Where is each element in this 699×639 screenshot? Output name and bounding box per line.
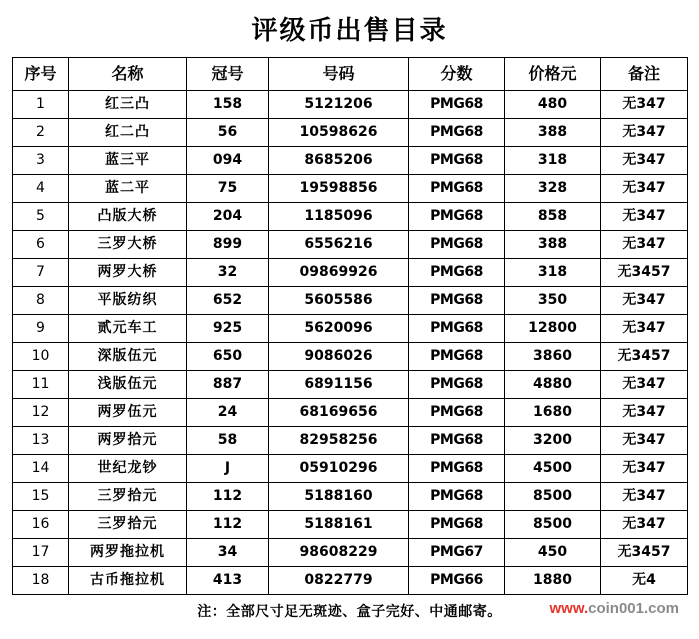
column-header-number: 号码: [269, 58, 409, 91]
column-header-note: 备注: [601, 58, 688, 91]
cell-index: 17: [13, 539, 69, 567]
cell-index: 12: [13, 399, 69, 427]
column-header-index: 序号: [13, 58, 69, 91]
cell-crown: 158: [187, 91, 269, 119]
cell-index: 9: [13, 315, 69, 343]
cell-grade: PMG68: [409, 455, 505, 483]
table-row: [13, 427, 688, 455]
cell-crown: 650: [187, 343, 269, 371]
cell-index: 18: [13, 567, 69, 595]
cell-crown: 204: [187, 203, 269, 231]
cell-note: 无347: [601, 175, 688, 203]
cell-grade: PMG68: [409, 511, 505, 539]
cell-grade: PMG68: [409, 427, 505, 455]
column-header-price: 价格元: [505, 58, 601, 91]
cell-price: 3200: [505, 427, 601, 455]
cell-note: 无347: [601, 315, 688, 343]
cell-grade: PMG68: [409, 91, 505, 119]
table-row: [13, 483, 688, 511]
table-row: [13, 399, 688, 427]
cell-price: 318: [505, 259, 601, 287]
cell-number: 9086026: [269, 343, 409, 371]
cell-grade: PMG68: [409, 119, 505, 147]
cell-price: 388: [505, 231, 601, 259]
cell-name: 红二凸: [69, 119, 187, 147]
cell-number: 82958256: [269, 427, 409, 455]
cell-crown: 112: [187, 483, 269, 511]
cell-name: 两罗伍元: [69, 399, 187, 427]
cell-number: 5188160: [269, 483, 409, 511]
cell-number: 1185096: [269, 203, 409, 231]
page-title: 评级币出售目录: [251, 16, 448, 46]
cell-number: 5121206: [269, 91, 409, 119]
column-header-name: 名称: [69, 58, 187, 91]
cell-price: 318: [505, 147, 601, 175]
cell-number: 6891156: [269, 371, 409, 399]
table-row: [13, 203, 688, 231]
cell-note: 无347: [601, 119, 688, 147]
cell-index: 8: [13, 287, 69, 315]
cell-note: 无347: [601, 399, 688, 427]
cell-name: 世纪龙钞: [69, 455, 187, 483]
cell-index: 11: [13, 371, 69, 399]
cell-price: 8500: [505, 483, 601, 511]
cell-number: 5605586: [269, 287, 409, 315]
cell-note: 无347: [601, 455, 688, 483]
coin-catalog-table: [12, 57, 688, 595]
cell-crown: 413: [187, 567, 269, 595]
cell-index: 7: [13, 259, 69, 287]
cell-note: 无3457: [601, 259, 688, 287]
cell-index: 6: [13, 231, 69, 259]
cell-number: 0822779: [269, 567, 409, 595]
cell-crown: 58: [187, 427, 269, 455]
cell-name: 三罗拾元: [69, 511, 187, 539]
cell-index: 10: [13, 343, 69, 371]
cell-number: 19598856: [269, 175, 409, 203]
cell-price: 1680: [505, 399, 601, 427]
table-row: [13, 511, 688, 539]
table-header: [13, 58, 688, 91]
cell-number: 68169656: [269, 399, 409, 427]
table-row: [13, 175, 688, 203]
cell-grade: PMG68: [409, 483, 505, 511]
footnote: [12, 601, 687, 621]
cell-crown: 32: [187, 259, 269, 287]
table-body: [13, 91, 688, 595]
cell-grade: PMG68: [409, 175, 505, 203]
cell-index: 2: [13, 119, 69, 147]
cell-grade: PMG66: [409, 567, 505, 595]
cell-grade: PMG68: [409, 231, 505, 259]
table-row: [13, 567, 688, 595]
cell-note: 无347: [601, 511, 688, 539]
cell-number: 8685206: [269, 147, 409, 175]
watermark-domain: coin001.com: [588, 600, 679, 617]
column-header-crown: 冠号: [187, 58, 269, 91]
column-header-grade: 分数: [409, 58, 505, 91]
cell-grade: PMG67: [409, 539, 505, 567]
cell-crown: 094: [187, 147, 269, 175]
cell-name: 深版伍元: [69, 343, 187, 371]
table-row: [13, 91, 688, 119]
cell-price: 480: [505, 91, 601, 119]
cell-note: 无347: [601, 91, 688, 119]
cell-name: 两罗大桥: [69, 259, 187, 287]
cell-name: 三罗拾元: [69, 483, 187, 511]
cell-crown: 75: [187, 175, 269, 203]
table-row: [13, 315, 688, 343]
cell-price: 1880: [505, 567, 601, 595]
table-row: [13, 343, 688, 371]
cell-price: 388: [505, 119, 601, 147]
cell-note: 无3457: [601, 343, 688, 371]
cell-price: 12800: [505, 315, 601, 343]
cell-price: 858: [505, 203, 601, 231]
cell-grade: PMG68: [409, 287, 505, 315]
watermark-prefix: www.: [549, 600, 589, 617]
cell-number: 5620096: [269, 315, 409, 343]
cell-price: 4880: [505, 371, 601, 399]
cell-note: 无347: [601, 427, 688, 455]
table-row: [13, 119, 688, 147]
cell-price: 4500: [505, 455, 601, 483]
cell-crown: 887: [187, 371, 269, 399]
cell-crown: J: [187, 455, 269, 483]
cell-number: 09869926: [269, 259, 409, 287]
cell-crown: 24: [187, 399, 269, 427]
cell-number: 5188161: [269, 511, 409, 539]
cell-name: 贰元车工: [69, 315, 187, 343]
cell-index: 13: [13, 427, 69, 455]
table-row: [13, 147, 688, 175]
cell-name: 红三凸: [69, 91, 187, 119]
cell-name: 古币拖拉机: [69, 567, 187, 595]
cell-crown: 56: [187, 119, 269, 147]
cell-name: 两罗拖拉机: [69, 539, 187, 567]
cell-price: 350: [505, 287, 601, 315]
cell-number: 6556216: [269, 231, 409, 259]
cell-note: 无347: [601, 203, 688, 231]
table-row: [13, 259, 688, 287]
cell-note: 无4: [601, 567, 688, 595]
cell-name: 蓝二平: [69, 175, 187, 203]
cell-index: 1: [13, 91, 69, 119]
cell-note: 无347: [601, 483, 688, 511]
cell-name: 两罗拾元: [69, 427, 187, 455]
cell-note: 无347: [601, 371, 688, 399]
table-row: [13, 287, 688, 315]
cell-note: 无347: [601, 287, 688, 315]
cell-grade: PMG68: [409, 259, 505, 287]
cell-price: 3860: [505, 343, 601, 371]
cell-name: 凸版大桥: [69, 203, 187, 231]
footnote-text: 注：全部尺寸足无斑迹、盒子完好、中通邮寄。: [197, 604, 502, 620]
table-row: [13, 455, 688, 483]
cell-grade: PMG68: [409, 203, 505, 231]
cell-name: 蓝三平: [69, 147, 187, 175]
table-row: [13, 539, 688, 567]
cell-grade: PMG68: [409, 315, 505, 343]
cell-grade: PMG68: [409, 147, 505, 175]
cell-grade: PMG68: [409, 399, 505, 427]
cell-name: 三罗大桥: [69, 231, 187, 259]
cell-number: 10598626: [269, 119, 409, 147]
cell-index: 16: [13, 511, 69, 539]
cell-number: 98608229: [269, 539, 409, 567]
cell-note: 无347: [601, 147, 688, 175]
cell-crown: 112: [187, 511, 269, 539]
table-row: [13, 371, 688, 399]
cell-price: 328: [505, 175, 601, 203]
cell-index: 5: [13, 203, 69, 231]
table-row: [13, 231, 688, 259]
cell-crown: 925: [187, 315, 269, 343]
cell-price: 8500: [505, 511, 601, 539]
cell-grade: PMG68: [409, 371, 505, 399]
cell-note: 无3457: [601, 539, 688, 567]
table-header-row: [13, 58, 688, 91]
cell-index: 3: [13, 147, 69, 175]
cell-grade: PMG68: [409, 343, 505, 371]
cell-note: 无347: [601, 231, 688, 259]
site-watermark: [550, 600, 680, 617]
cell-name: 平版纺织: [69, 287, 187, 315]
cell-index: 14: [13, 455, 69, 483]
cell-price: 450: [505, 539, 601, 567]
cell-crown: 652: [187, 287, 269, 315]
cell-name: 浅版伍元: [69, 371, 187, 399]
cell-number: 05910296: [269, 455, 409, 483]
cell-index: 15: [13, 483, 69, 511]
cell-crown: 899: [187, 231, 269, 259]
cell-crown: 34: [187, 539, 269, 567]
cell-index: 4: [13, 175, 69, 203]
